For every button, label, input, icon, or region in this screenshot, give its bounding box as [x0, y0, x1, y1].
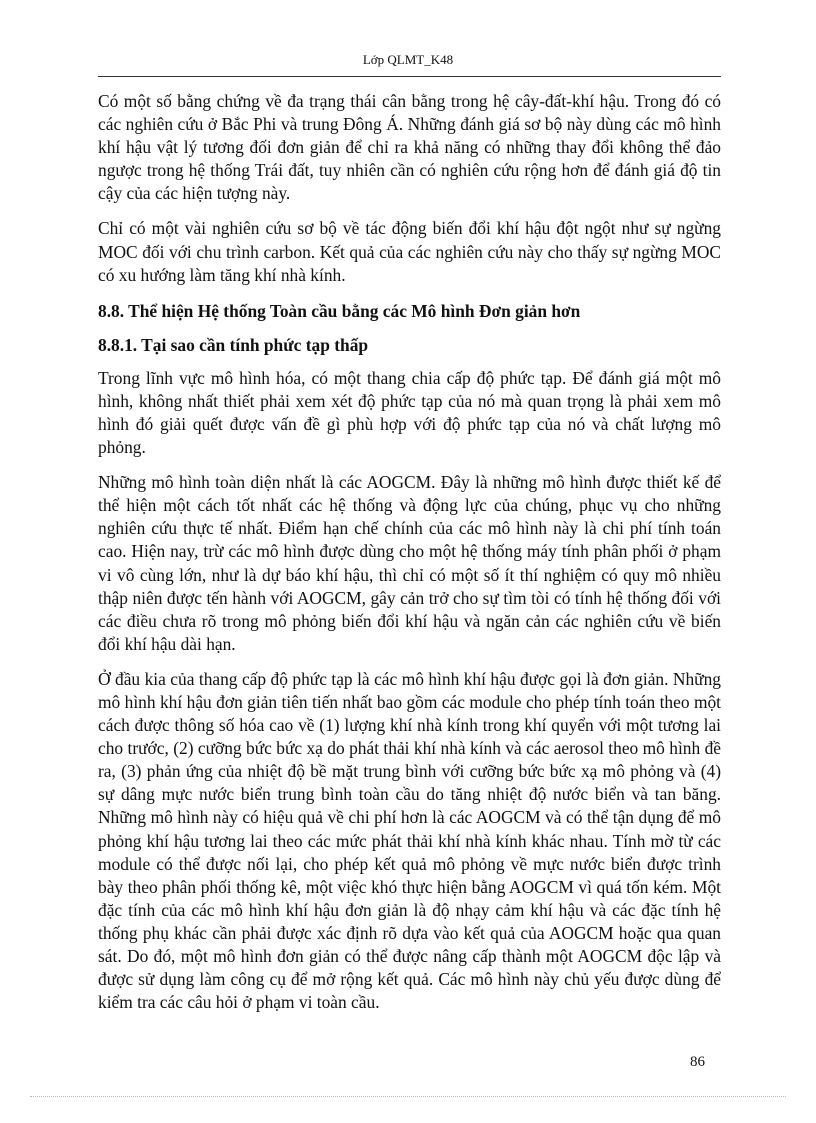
paragraph-complexity-scale: Trong lĩnh vực mô hình hóa, có một thang chia cấp độ phức tạp. Để đánh giá một mô hình, không nhất thiết phải xem xét độ phức tạp của nó mà quan trọng là phải xem mô hình đó giải quết được vấn đề gì phù hợp với độ phức tạp của nó và chất lượng mô phỏng.: [98, 367, 721, 458]
page-header: Lớp QLMT_K48: [362, 52, 454, 67]
paragraph-simple-models: Ở đầu kia của thang cấp độ phức tạp là các mô hình khí hậu được gọi là đơn giản. Những mô hình khí hậu đơn giản tiên tiến nhất bao gồm các module cho phép tính toán theo một cách được thông số hóa cao về (1) lượng khí nhà kính trong khí quyển với một tương lai cho trước, (2) cưỡng bức bức xạ do phát thải khí nhà kính và các aerosol theo mô hình đề ra, (3) phản ứng của nhiệt độ bề mặt trung bình với cưỡng bức bức xạ mô phỏng và (4) sự dâng mực nước biển trung bình toàn cầu do tăng nhiệt độ nước biển và tan băng. Những mô hình này có hiệu quả về chi phí hơn là các AOGCM và có thể tận dụng để mô phỏng khí hậu tương lai theo các mức phát thải khí nhà kính khác nhau. Tính mờ từ các module có thể được nối lại, cho phép kết quả mô phỏng về mực nước biển được trình bày theo phân phối thống kê, một việc khó thực hiện bằng AOGCM vì quá tốn kém. Một đặc tính của các mô hình khí hậu đơn giản là độ nhạy cảm khí hậu và các đặc tính hệ thống phụ khác cần phải được xác định rõ dựa vào kết quả của AOGCM hoặc qua quan sát. Do đó, một mô hình đơn giản có thể được nâng cấp thành một AOGCM độc lập và được sử dụng làm công cụ để mở rộng kết quả. Các mô hình này chủ yếu được dùng để kiểm tra các câu hỏi ở phạm vi toàn cầu.: [98, 668, 721, 1013]
page-number: 86: [690, 1054, 705, 1070]
paragraph-aogcm: Những mô hình toàn diện nhất là các AOGCM. Đây là những mô hình được thiết kế để thể hiện một cách tốt nhất các hệ thống và động lực của chúng, phục vụ cho những nghiên cứu thực tế nhất. Điểm hạn chế chính của các mô hình này là chi phí tính toán cao. Hiện nay, trừ các mô hình được dùng cho một hệ thống máy tính phân phối ở phạm vi vô cùng lớn, như là dự báo khí hậu, thì chỉ có một số ít thí nghiệm có quy mô nhiều thập niên được tến hành với AOGCM, gây cản trở cho sự tìm tòi có tính hệ thống đối với các điều chưa rõ trong mô phỏng biến đổi khí hậu và ngăn cản các nghiên cứu về biến đổi khí hậu dài hạn.: [98, 472, 721, 654]
subsection-heading-8-8-1: 8.8.1. Tại sao cần tính phức tạp thấp: [98, 334, 369, 355]
section-heading-8-8: 8.8. Thể hiện Hệ thống Toàn cầu bằng các Mô hình Đơn giản hơn: [98, 300, 581, 321]
paragraph-moc-carbon-cycle: Chỉ có một vài nghiên cứu sơ bộ về tác động biến đổi khí hậu đột ngột như sự ngừng MOC đối với chu trình carbon. Kết quả của các nghiên cứu này cho thấy sự ngừng MOC có xu hướng làm tăng khí nhà kính.: [98, 218, 721, 285]
footer-divider: [30, 1096, 786, 1097]
page-body: [98, 90, 721, 1026]
paragraph-multistable-equilibria: Có một số bằng chứng về đa trạng thái cân bằng trong hệ cây-đất-khí hậu. Trong đó có các nghiên cứu ở Bắc Phi và trung Đông Á. Những đánh giá sơ bộ này dùng các mô hình khí hậu vật lý tương đối đơn giản để chỉ ra khả năng có những thay đổi không thể đảo ngược trong hệ thống Trái đất, tuy nhiên cần có nghiên cứu rộng hơn để đánh giá độ tin cậy của các hiện tượng này.: [98, 91, 721, 204]
header-divider: [98, 76, 721, 77]
